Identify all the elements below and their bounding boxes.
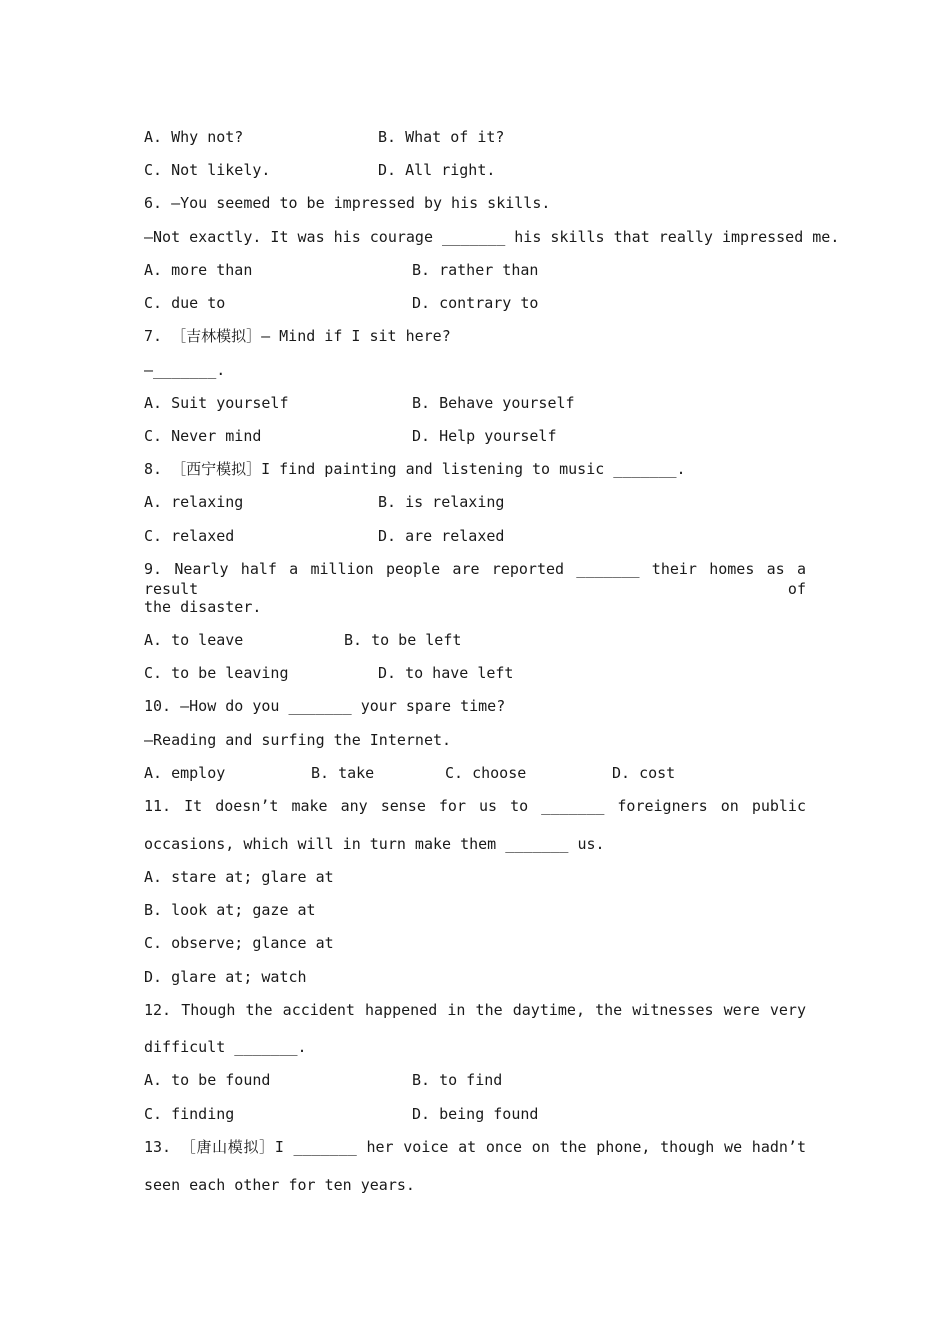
q10-stem: 10. —How do you _______ your spare time?	[144, 697, 506, 715]
q6-option-c: C. due to	[144, 294, 226, 312]
q7-option-a: A. Suit yourself	[144, 394, 289, 412]
q13-stem-line2: seen each other for ten years.	[144, 1176, 415, 1194]
q12-option-d: D. being found	[412, 1105, 539, 1123]
q6-option-a: A. more than	[144, 261, 253, 279]
q13-stem-line1: 13. ［唐山模拟］I _______ her voice at once on the phone, though we hadn’t	[144, 1138, 806, 1156]
q12-stem-line1: 12. Though the accident happened in the daytime, the witnesses were very	[144, 1001, 806, 1019]
q8-option-b: B. is relaxing	[378, 493, 505, 511]
q7-stem: 7. ［吉林模拟］— Mind if I sit here?	[144, 327, 451, 345]
q9-stem-line1: 9. Nearly half a million people are reported _______ their homes as a result of	[144, 560, 806, 598]
q11-stem-line1: 11. It doesn’t make any sense for us to _______ foreigners on public	[144, 797, 806, 815]
q10-option-a: A. employ	[144, 764, 226, 782]
q8-option-a: A. relaxing	[144, 493, 244, 511]
q10-option-c: C. choose	[445, 764, 527, 782]
q11-option-c: C. observe; glance at	[144, 934, 334, 952]
q12-option-a: A. to be found	[144, 1071, 271, 1089]
q8-stem: 8. ［西宁模拟］I find painting and listening to music _______.	[144, 460, 686, 478]
q10-reply: —Reading and surfing the Internet.	[144, 731, 452, 749]
q6-reply: —Not exactly. It was his courage _______ his skills that really impressed me.	[144, 228, 840, 246]
q11-option-d: D. glare at; watch	[144, 968, 307, 986]
q5-option-d: D. All right.	[378, 161, 496, 179]
q9-option-c: C. to be leaving	[144, 664, 289, 682]
q9-option-b: B. to be left	[344, 631, 462, 649]
q11-option-b: B. look at; gaze at	[144, 901, 316, 919]
q9-stem-line2: the disaster.	[144, 598, 262, 616]
q9-option-a: A. to leave	[144, 631, 244, 649]
q6-option-d: D. contrary to	[412, 294, 539, 312]
q12-option-c: C. finding	[144, 1105, 235, 1123]
q10-option-b: B. take	[311, 764, 375, 782]
q7-option-c: C. Never mind	[144, 427, 262, 445]
q7-option-b: B. Behave yourself	[412, 394, 575, 412]
q12-option-b: B. to find	[412, 1071, 503, 1089]
q9-option-d: D. to have left	[378, 664, 514, 682]
q11-stem-line2: occasions, which will in turn make them _______ us.	[144, 835, 605, 853]
q11-option-a: A. stare at; glare at	[144, 868, 334, 886]
q6-option-b: B. rather than	[412, 261, 539, 279]
q12-stem-line2: difficult _______.	[144, 1038, 307, 1056]
q7-reply: —_______.	[144, 361, 226, 379]
q8-option-c: C. relaxed	[144, 527, 235, 545]
q10-option-d: D. cost	[612, 764, 676, 782]
q5-option-b: B. What of it?	[378, 128, 505, 146]
q7-option-d: D. Help yourself	[412, 427, 557, 445]
q6-stem: 6. —You seemed to be impressed by his skills.	[144, 194, 551, 212]
q8-option-d: D. are relaxed	[378, 527, 505, 545]
q5-option-a: A. Why not?	[144, 128, 244, 146]
q5-option-c: C. Not likely.	[144, 161, 271, 179]
